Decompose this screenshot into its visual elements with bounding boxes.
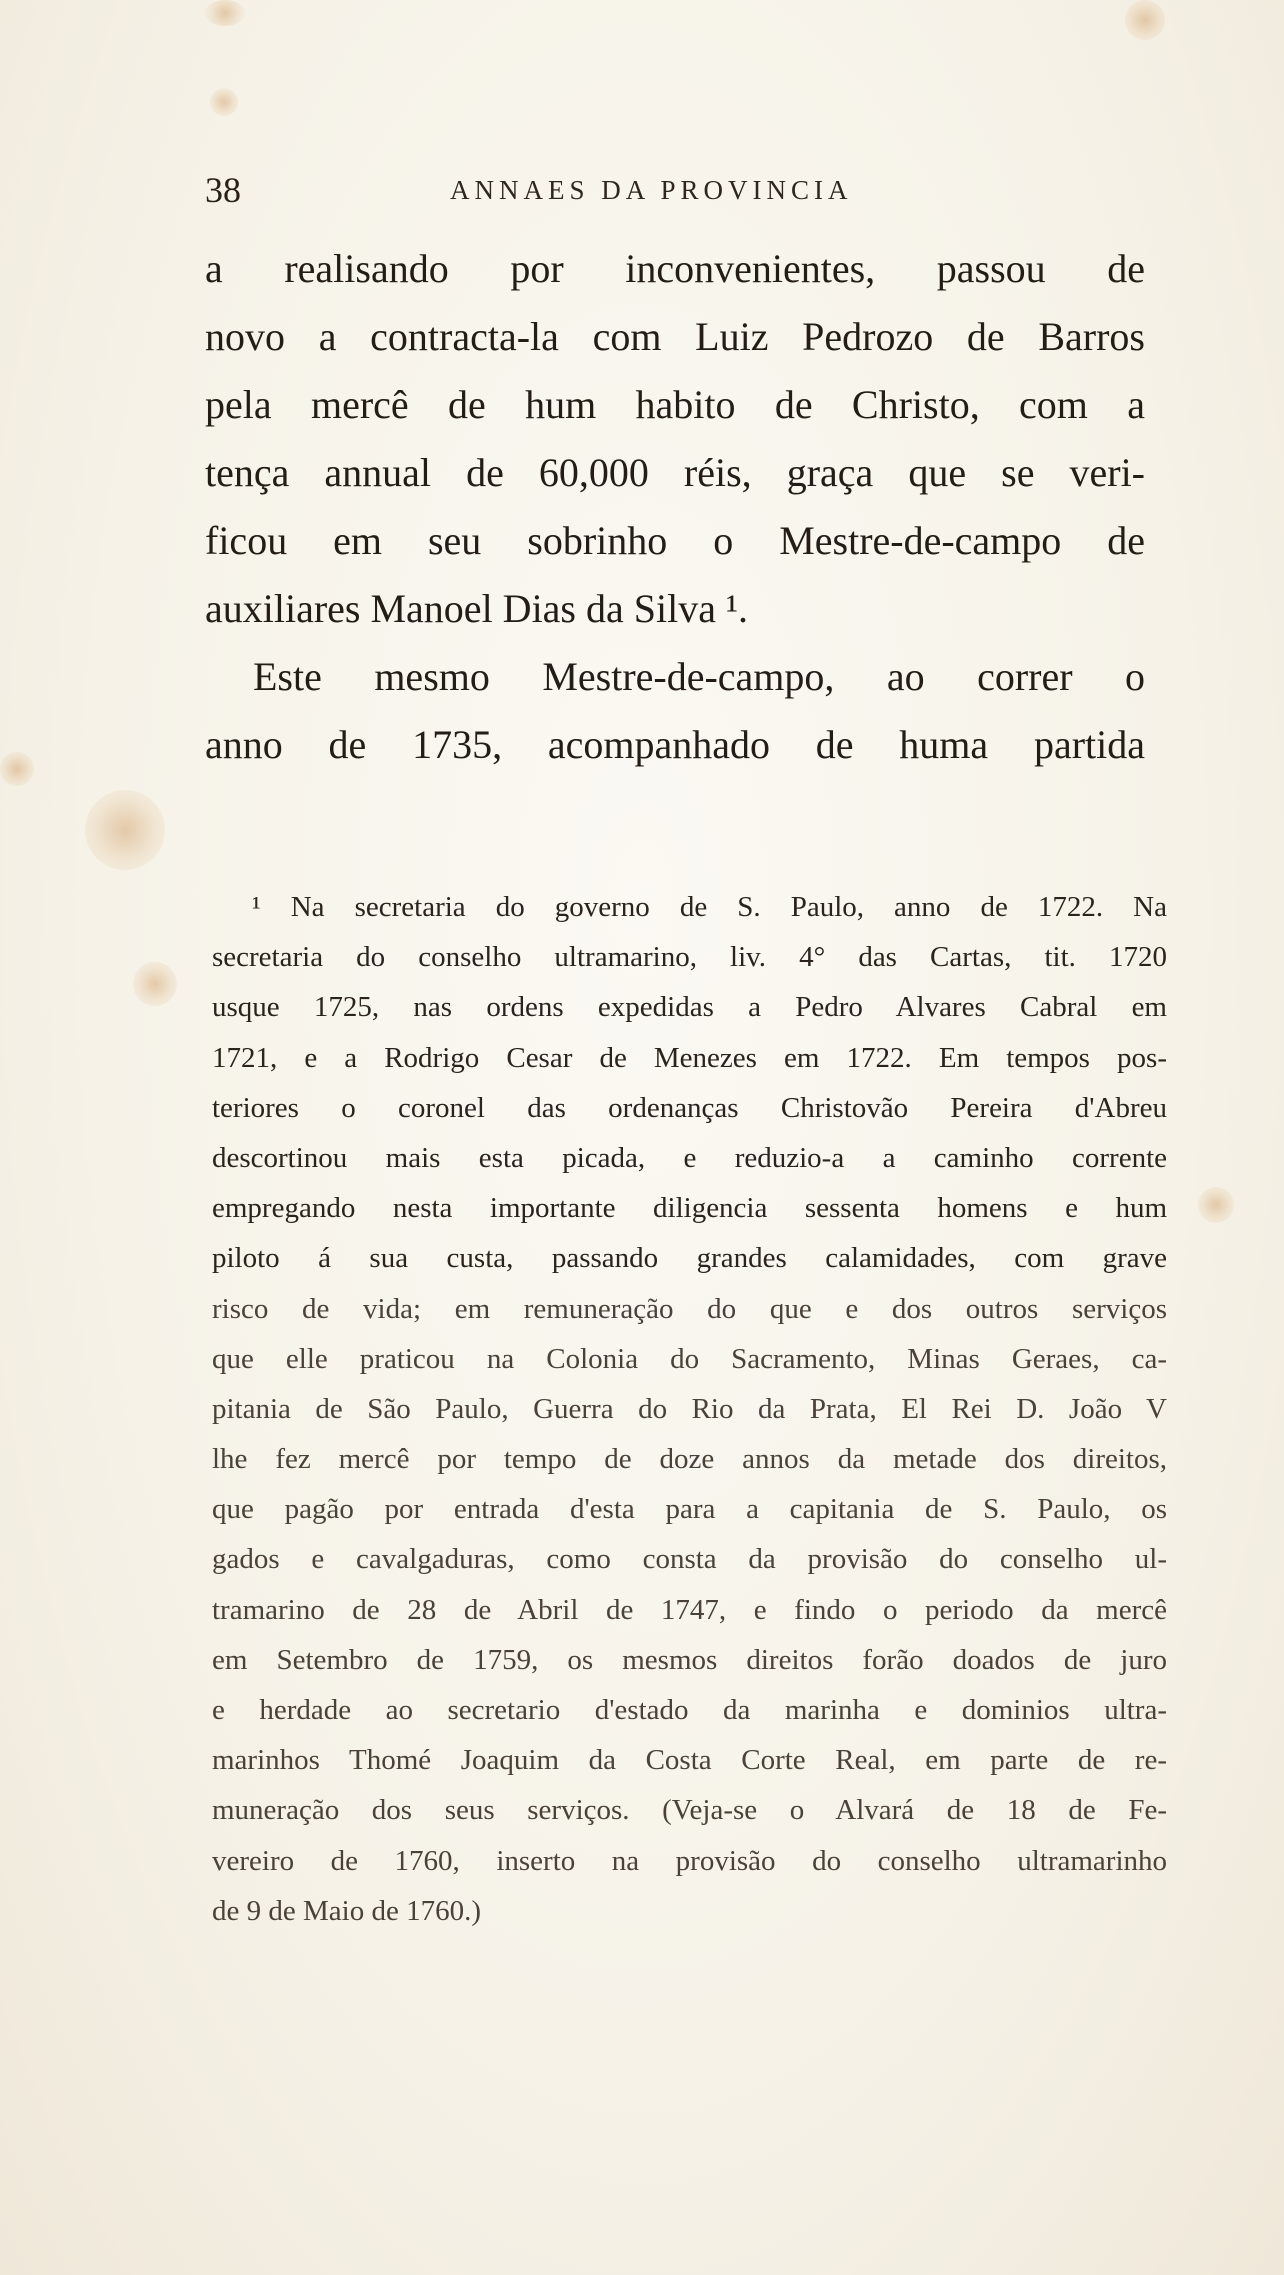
running-head <box>205 168 1080 212</box>
body-line: tença annual de 60,000 réis, graça que se veri- <box>205 450 1145 495</box>
footnote <box>212 882 1167 1936</box>
footnote-line: secretaria do conselho ultramarino, liv. 4° das Cartas, tit. 1720 <box>212 941 1167 974</box>
foxing-spot <box>133 962 177 1006</box>
body-text <box>205 235 1145 779</box>
body-line: Este mesmo Mestre-de-campo, ao correr o <box>253 654 1145 699</box>
footnote-line: em Setembro de 1759, os mesmos direitos forão doados de juro <box>212 1643 1167 1676</box>
body-line: auxiliares Manoel Dias da Silva ¹. <box>205 586 748 631</box>
body-line: a realisando por inconvenientes, passou de <box>205 246 1145 291</box>
body-line: novo a contracta-la com Luiz Pedrozo de Barros <box>205 314 1145 359</box>
footnote-line: de 9 de Maio de 1760.) <box>212 1894 481 1927</box>
footnote-line: que pagão por entrada d'esta para a capitania de S. Paulo, os <box>212 1493 1167 1526</box>
footnote-line: lhe fez mercê por tempo de doze annos da metade dos direitos, <box>212 1443 1167 1476</box>
foxing-spot <box>1125 0 1165 40</box>
foxing-spot <box>205 0 245 26</box>
footnote-line: empregando nesta importante diligencia sessenta homens e hum <box>212 1192 1167 1225</box>
footnote-line: pitania de São Paulo, Guerra do Rio da Prata, El Rei D. João V <box>212 1392 1167 1425</box>
running-title: ANNAES DA PROVINCIA <box>450 175 853 205</box>
footnote-line: que elle praticou na Colonia do Sacramento, Minas Geraes, ca- <box>212 1342 1167 1375</box>
foxing-spot <box>85 790 165 870</box>
footnote-line: descortinou mais esta picada, e reduzio-a a caminho corrente <box>212 1141 1167 1174</box>
footnote-line: risco de vida; em remuneração do que e dos outros serviços <box>212 1292 1167 1325</box>
footnote-line: 1721, e a Rodrigo Cesar de Menezes em 1722. Em tempos pos- <box>212 1041 1167 1074</box>
footnote-line: ¹ Na secretaria do governo de S. Paulo, anno de 1722. Na <box>252 891 1167 923</box>
footnote-line: e herdade ao secretario d'estado da marinha e dominios ultra- <box>212 1694 1167 1726</box>
body-line: ficou em seu sobrinho o Mestre-de-campo de <box>205 518 1145 563</box>
body-line: pela mercê de hum habito de Christo, com a <box>205 382 1145 427</box>
footnote-line: marinhos Thomé Joaquim da Costa Corte Real, em parte de re- <box>212 1744 1167 1777</box>
body-line: anno de 1735, acompanhado de huma partida <box>205 722 1145 767</box>
foxing-spot <box>0 752 34 786</box>
footnote-line: usque 1725, nas ordens expedidas a Pedro Alvares Cabral em <box>212 991 1167 1024</box>
footnote-line: vereiro de 1760, inserto na provisão do conselho ultramarinho <box>212 1844 1167 1877</box>
footnote-line: piloto á sua custa, passando grandes calamidades, com grave <box>212 1242 1167 1275</box>
page-number: 38 <box>205 170 241 210</box>
footnote-line: teriores o coronel das ordenanças Christovão Pereira d'Abreu <box>212 1091 1167 1124</box>
footnote-line: gados e cavalgaduras, como consta da provisão do conselho ul- <box>212 1543 1167 1576</box>
foxing-spot <box>1198 1187 1234 1223</box>
footnote-line: tramarino de 28 de Abril de 1747, e findo o periodo da mercê <box>212 1593 1167 1626</box>
foxing-spot <box>210 88 238 116</box>
footnote-line: muneração dos seus serviços. (Veja-se o Alvará de 18 de Fe- <box>212 1794 1167 1827</box>
